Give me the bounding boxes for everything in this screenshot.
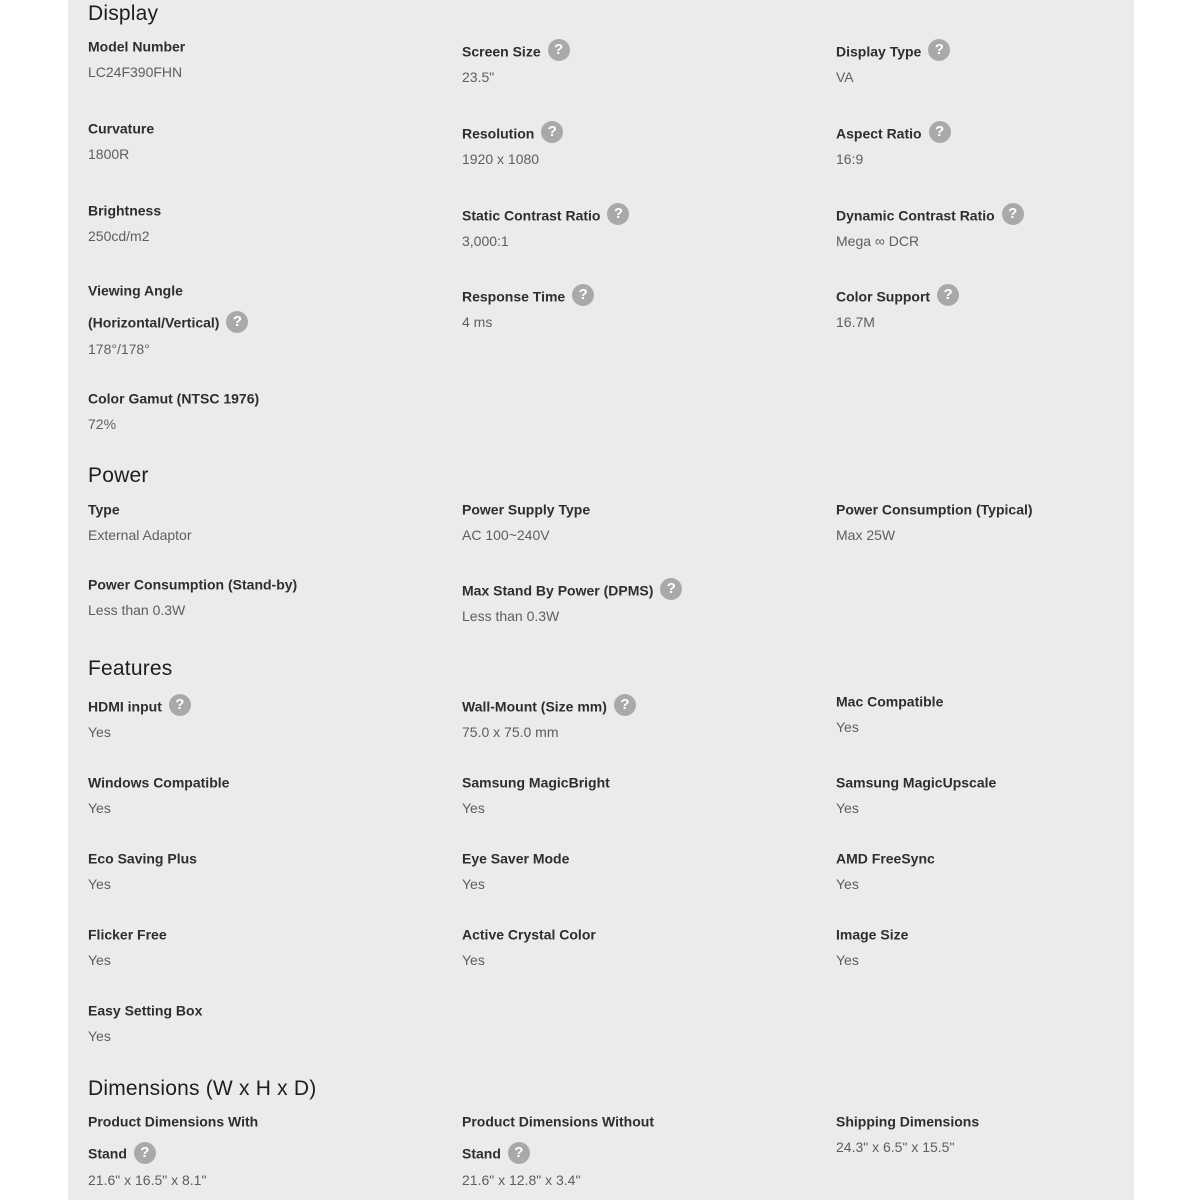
spec-brightness: Brightness 250cd/m2 [88,202,162,245]
spec-magicbright: Samsung MagicBright Yes [462,774,610,817]
help-icon[interactable]: ? [607,203,629,225]
spec-static-contrast-ratio: Static Contrast Ratio ? 3,000:1 [462,201,822,254]
spec-amd-freesync: AMD FreeSync Yes [836,850,935,893]
help-icon[interactable]: ? [928,39,950,61]
help-icon[interactable]: ? [508,1142,530,1164]
spec-display-type: Display Type ? VA [836,37,1196,90]
section-title-dimensions: Dimensions (W x H x D) [88,1077,317,1100]
spec-screen-size: Screen Size ? 23.5" [462,37,822,90]
help-icon[interactable]: ? [1002,203,1024,225]
spec-windows-compatible: Windows Compatible Yes [88,774,230,817]
help-icon[interactable]: ? [169,694,191,716]
spec-color-support: Color Support ? 16.7M [836,282,1196,335]
spec-flicker-free: Flicker Free Yes [88,926,167,969]
spec-dynamic-contrast-ratio: Dynamic Contrast Ratio ? Mega ∞ DCR [836,201,1196,254]
section-title-display: Display [88,2,159,25]
help-icon[interactable]: ? [660,578,682,600]
spec-color-gamut: Color Gamut (NTSC 1976) 72% [88,390,260,433]
spec-power-supply-type: Power Supply Type AC 100~240V [462,501,591,544]
spec-power-type: Type External Adaptor [88,501,192,544]
spec-power-consumption-standby: Power Consumption (Stand-by) Less than 0.3W [88,576,298,619]
spec-magicupscale: Samsung MagicUpscale Yes [836,774,997,817]
spec-dimensions-without-stand: Product Dimensions Without Stand ? 21.6" x 12.8" x 3.4" [462,1113,654,1188]
help-icon[interactable]: ? [929,121,951,143]
spec-viewing-angle: Viewing Angle (Horizontal/Vertical) ? 178°/178° [88,276,448,362]
spec-curvature: Curvature 1800R [88,120,155,163]
spec-power-consumption-typical: Power Consumption (Typical) Max 25W [836,501,1033,544]
help-icon[interactable]: ? [226,311,248,333]
spec-model-number: Model Number LC24F390FHN [88,38,186,81]
spec-shipping-dimensions: Shipping Dimensions 24.3" x 6.5" x 15.5" [836,1113,980,1156]
spec-active-crystal-color: Active Crystal Color Yes [462,926,596,969]
help-icon[interactable]: ? [548,39,570,61]
section-title-features: Features [88,657,173,680]
spec-image-size: Image Size Yes [836,926,909,969]
help-icon[interactable]: ? [541,121,563,143]
section-title-power: Power [88,464,149,487]
spec-aspect-ratio: Aspect Ratio ? 16:9 [836,119,1196,172]
spec-max-standby-power: Max Stand By Power (DPMS) ? Less than 0.3W [462,576,822,629]
help-icon[interactable]: ? [572,284,594,306]
spec-resolution: Resolution ? 1920 x 1080 [462,119,822,172]
spec-hdmi-input: HDMI input ? Yes [88,692,448,745]
help-icon[interactable]: ? [134,1142,156,1164]
spec-mac-compatible: Mac Compatible Yes [836,693,944,736]
help-icon[interactable]: ? [614,694,636,716]
spec-dimensions-with-stand: Product Dimensions With Stand ? 21.6" x 16.5" x 8.1" [88,1113,259,1188]
spec-eco-saving-plus: Eco Saving Plus Yes [88,850,197,893]
spec-easy-setting-box: Easy Setting Box Yes [88,1002,203,1045]
help-icon[interactable]: ? [937,284,959,306]
spec-eye-saver-mode: Eye Saver Mode Yes [462,850,570,893]
spec-wall-mount: Wall-Mount (Size mm) ? 75.0 x 75.0 mm [462,692,822,745]
spec-response-time: Response Time ? 4 ms [462,282,822,335]
